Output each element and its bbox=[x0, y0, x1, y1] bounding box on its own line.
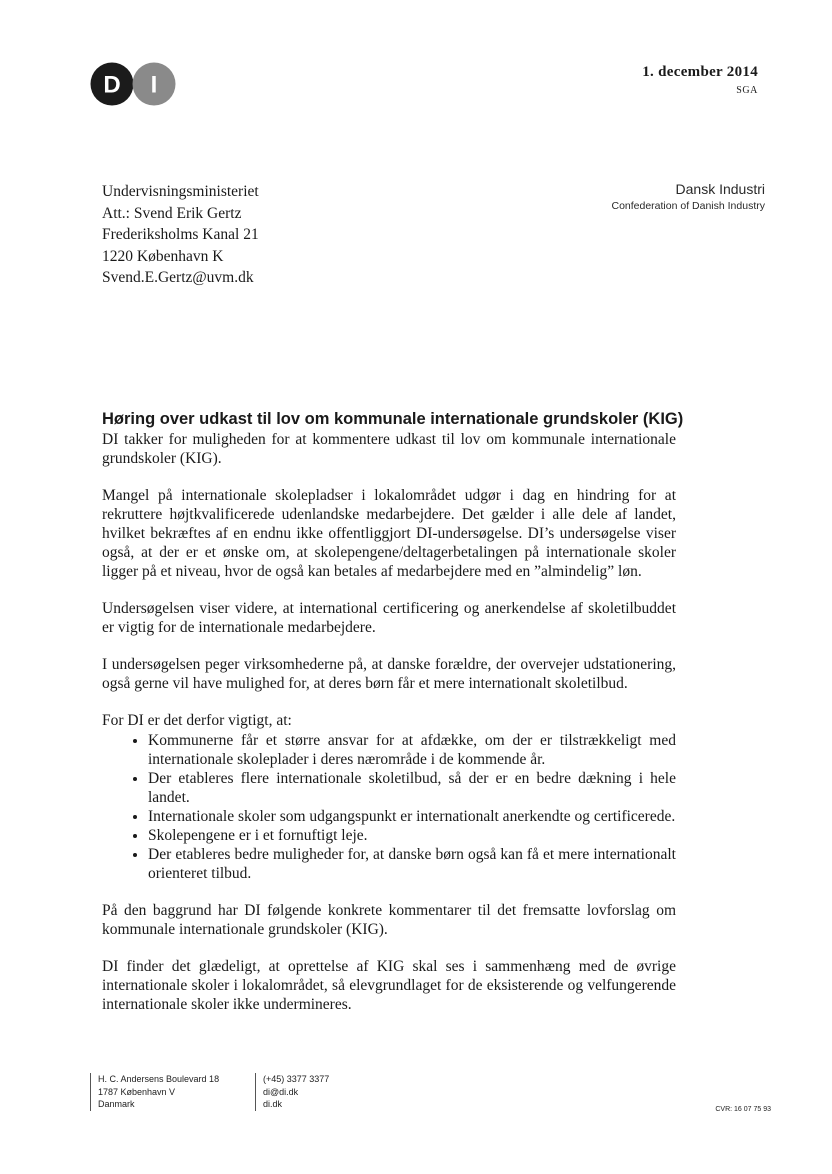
paragraph-comments: På den baggrund har DI følgende konkrete kommentarer til det fremsatte lovforslag om kommunale internationale grundskoler (KIG). bbox=[102, 902, 676, 938]
footer-email: di@di.dk bbox=[263, 1086, 299, 1097]
list-item: • Internationale skoler som udgangspunkt er internationalt anerkendte og certificerede. bbox=[148, 807, 676, 826]
list-item: • Skolepengene er i et fornuftigt leje. bbox=[148, 826, 676, 845]
reference-initials: SGA bbox=[736, 85, 758, 96]
recipient-organization: Undervisningsministeriet bbox=[102, 183, 259, 200]
footer-country: Danmark bbox=[98, 1099, 135, 1109]
recipient-address bbox=[102, 181, 259, 289]
footer-website: di.dk bbox=[263, 1099, 283, 1109]
list-item: • Kommunerne får et større ansvar for at afdække, om der er tilstrækkeligt med internationale skoleplader i deres nærområde i de kommende år. bbox=[148, 731, 676, 769]
sender-name: Dansk Industri bbox=[675, 181, 765, 197]
logo-letter-d: D bbox=[103, 71, 121, 99]
recipient-city: 1220 København K bbox=[102, 247, 224, 265]
letter-heading: Høring over udkast til lov om kommunale internationale grundskoler (KIG) bbox=[102, 410, 684, 428]
footer-city: 1787 København V bbox=[98, 1086, 176, 1097]
letter-body bbox=[102, 409, 684, 1032]
list-item: • Der etableres flere internationale skoletilbud, så der er en bedre dækning i hele landet. bbox=[148, 769, 676, 807]
list-item: • Der etableres bedre muligheder for, at danske børn også kan få et mere internationalt orienteret tilbud. bbox=[148, 845, 676, 883]
paragraph-shortage: Mangel på internationale skolepladser i lokalområdet udgør i dag en hindring for at rekruttere højtkvalificerede udenlandske medarbejdere. Det gælder i alle dele af landet, hvilket bekræftes af en endnu ikke offentliggjort DI-undersøgelse. DI’s undersøgelse viser også, at der er et ønske om, at skolepengene/deltagerbetalingen på internationale skoler ligger på et niveau, hvor de også kan betales af medarbejdere med en ”almindelig” løn. bbox=[102, 487, 676, 580]
recipient-attention: Att.: Svend Erik Gertz bbox=[102, 204, 242, 222]
paragraph-certification: Undersøgelsen viser videre, at international certificering og anerkendelse af skoletilbuddet er vigtig for de internationale medarbejdere. bbox=[102, 600, 676, 636]
sender-subtitle: Confederation of Danish Industry bbox=[611, 200, 765, 212]
letter-date: 1. december 2014 bbox=[642, 64, 758, 80]
footer-contact bbox=[255, 1073, 329, 1111]
footer-street: H. C. Andersens Boulevard 18 bbox=[98, 1074, 220, 1084]
di-logo bbox=[90, 62, 176, 106]
sender-block bbox=[611, 181, 765, 212]
priorities-list bbox=[102, 731, 676, 883]
recipient-email: Svend.E.Gertz@uvm.dk bbox=[102, 269, 254, 286]
logo-letter-i: I bbox=[150, 71, 158, 99]
date-block bbox=[642, 64, 758, 96]
footer-phone: (+45) 3377 3377 bbox=[263, 1074, 330, 1084]
paragraph-intro: DI takker for muligheden for at kommentere udkast til lov om kommunale internationale grundskoler (KIG). bbox=[102, 431, 676, 467]
recipient-street: Frederiksholms Kanal 21 bbox=[102, 226, 259, 243]
list-intro: For DI er det derfor vigtigt, at: bbox=[102, 712, 292, 729]
footer-cvr: CVR: 16 07 75 93 bbox=[715, 1106, 771, 1113]
footer-address bbox=[90, 1073, 219, 1111]
paragraph-kig: DI finder det glædeligt, at oprettelse af KIG skal ses i sammenhæng med de øvrige internationale skoler i lokalområdet, så elevgrundlaget for de eksisterende og velfungerende internationale skoler ikke undermineres. bbox=[102, 958, 676, 1013]
paragraph-parents: I undersøgelsen peger virksomhederne på, at danske forældre, der overvejer udstationering, også gerne vil have mulighed for, at deres børn får et mere internationalt skoletilbud. bbox=[102, 656, 676, 692]
